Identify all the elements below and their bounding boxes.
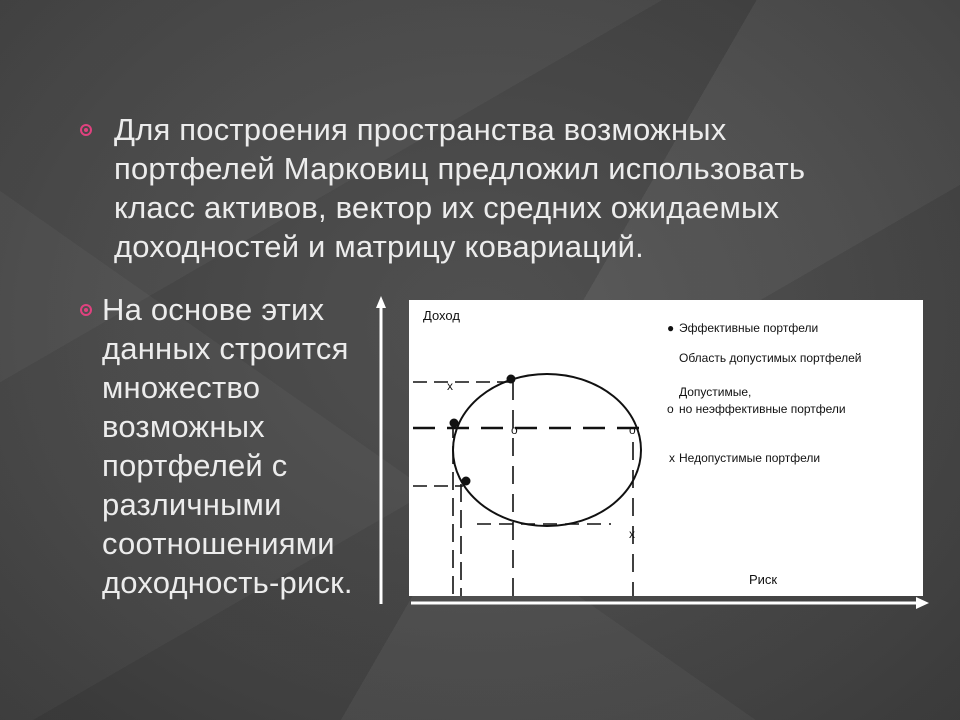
x-axis-label: Риск [749, 572, 778, 587]
legend-text-infeasible: Недопустимые портфели [679, 451, 821, 465]
legend-marker-efficient: ● [667, 321, 675, 335]
bullet-circle-icon [80, 124, 92, 136]
efficient-point [507, 375, 516, 384]
bullet-circle-icon [80, 304, 92, 316]
legend-text-feasible-region: Область допустимых портфелей [679, 351, 862, 365]
portfolio-diagram [373, 292, 933, 612]
legend-text-inefficient: но неэффективные портфели [679, 402, 846, 416]
diagram-panel [409, 300, 923, 596]
legend-text-efficient: Эффективные портфели [679, 321, 819, 335]
y-axis-arrow [376, 296, 386, 308]
inefficient-point: o [629, 423, 636, 437]
y-axis-label: Доход [423, 308, 460, 323]
bullet-text-2: На основе этих данных строится множество возможных портфелей с различными соотношениями доходность-риск. [102, 292, 353, 600]
efficient-point [462, 477, 471, 486]
legend-text-feasible: Допустимые, [679, 385, 752, 399]
x-axis-arrow [916, 597, 929, 609]
inefficient-point: o [511, 423, 518, 437]
portfolio-diagram-svg [373, 292, 933, 612]
legend-marker-infeasible: x [669, 451, 675, 465]
infeasible-point: x [629, 527, 635, 541]
efficient-point [450, 419, 459, 428]
bullet-item-1 [80, 110, 950, 266]
infeasible-point: x [447, 379, 453, 393]
legend-marker-inefficient: o [667, 402, 674, 416]
bullet-item-2 [80, 290, 400, 602]
bullet-text-1: Для построения пространства возможных портфелей Марковиц предложил использовать класс активов, вектор их средних ожидаемых доходностей и матрицу ковариаций. [114, 112, 806, 264]
